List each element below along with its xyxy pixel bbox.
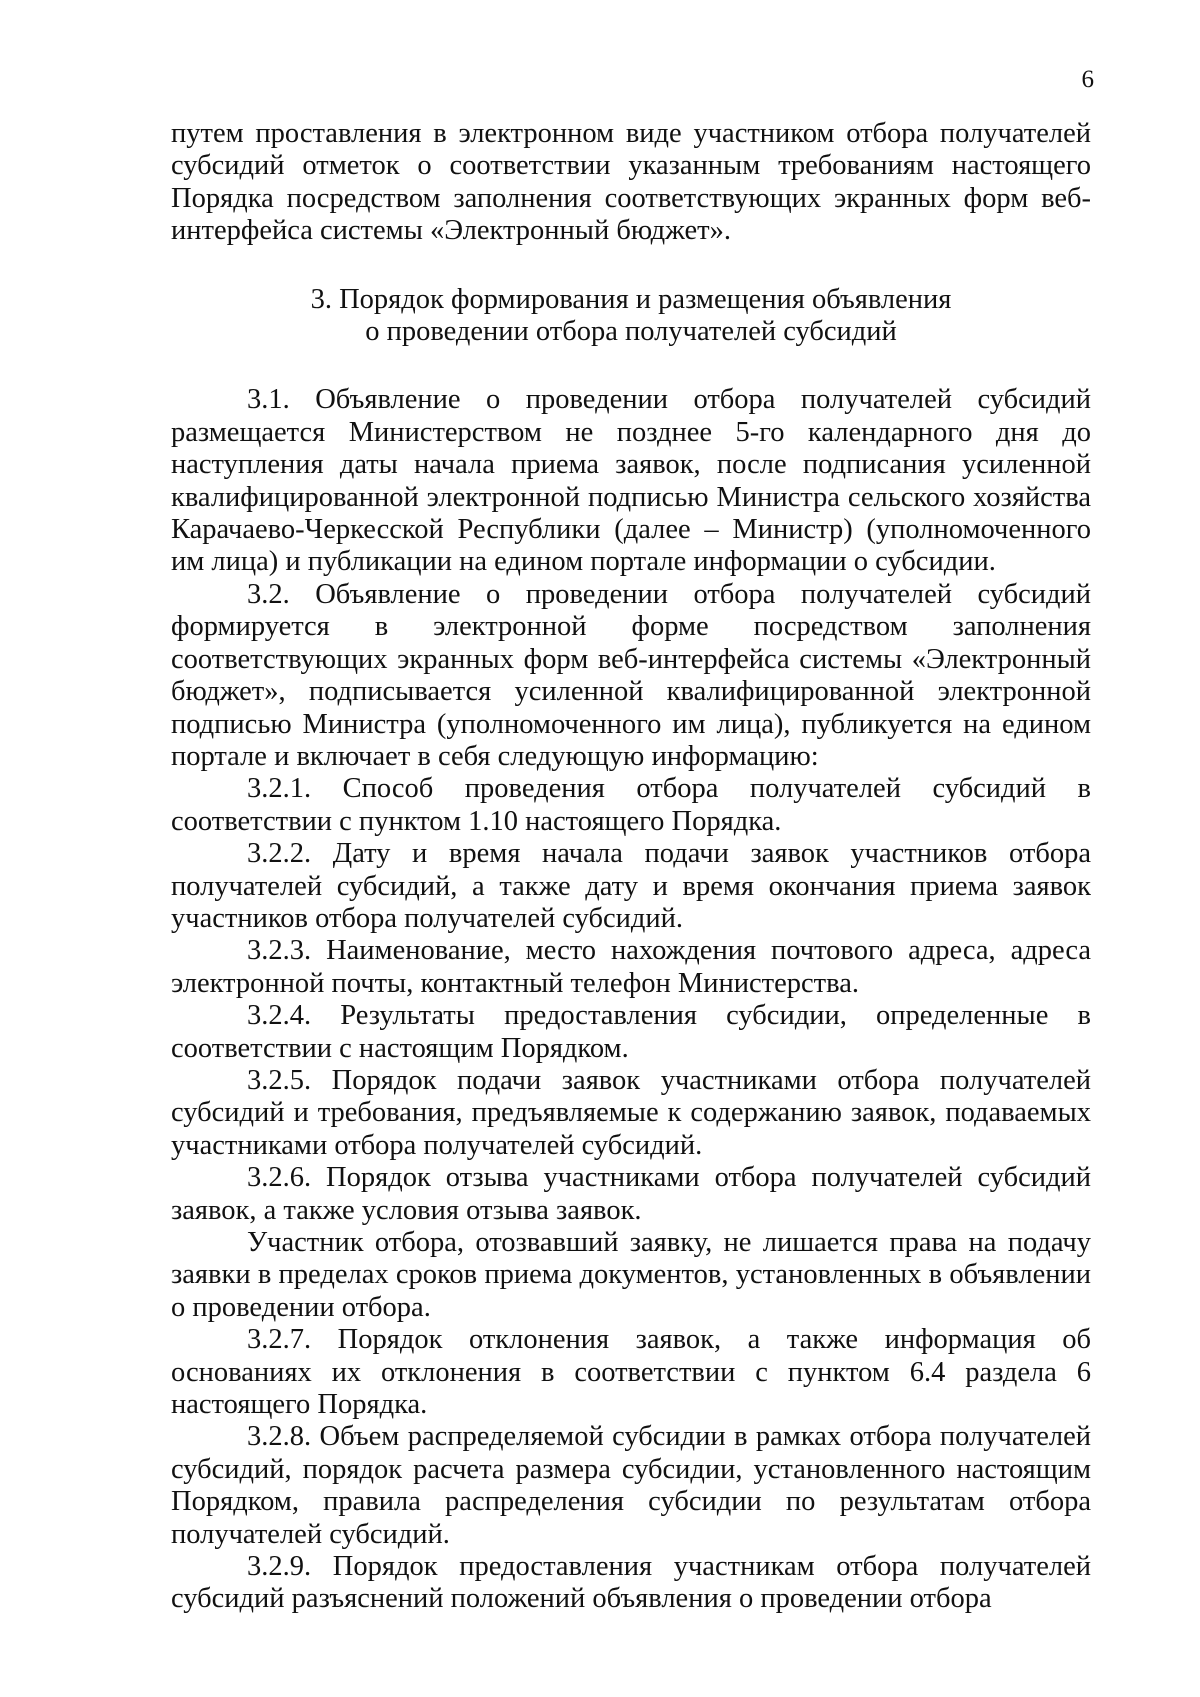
paragraph-3-2-4: 3.2.4. Результаты предоставления субсидии, определенные в соответствии с настоящим Порядком. bbox=[171, 1000, 1091, 1064]
paragraph-3-2-1: 3.2.1. Способ проведения отбора получателей субсидий в соответствии с пунктом 1.10 настоящего Порядка. bbox=[171, 773, 1091, 837]
paragraph-withdrawal-note: Участник отбора, отозвавший заявку, не лишается права на подачу заявки в пределах сроков приема документов, установленных в объявлении о проведении отбора. bbox=[171, 1227, 1091, 1323]
paragraph-3-1: 3.1. Объявление о проведении отбора получателей субсидий размещается Министерством не позднее 5-го календарного дня до наступления даты начала приема заявок, после подписания усиленной квалифицированной электронной подписью Министра сельского хозяйства Карачаево-Черкесской Республики (далее – Министр) (уполномоченного им лица) и публикации на едином портале информации о субсидии. bbox=[171, 384, 1091, 578]
paragraph-3-2: 3.2. Объявление о проведении отбора получателей субсидий формируется в электронной форме посредством заполнения соответствующих экранных форм веб-интерфейса системы «Электронный бюджет», подписывается усиленной квалифицированной электронной подписью Министра (уполномоченного им лица), публикуется на едином портале и включает в себя следующую информацию: bbox=[171, 578, 1091, 772]
section-heading-line-1: 3. Порядок формирования и размещения объявления bbox=[310, 283, 952, 315]
section-heading-line-2: о проведении отбора получателей субсидий bbox=[365, 316, 897, 348]
document-body bbox=[171, 118, 1091, 1616]
paragraph-3-2-8: 3.2.8. Объем распределяемой субсидии в рамках отбора получателей субсидий, порядок расчета размера субсидии, установленного настоящим Порядком, правила распределения субсидии по результатам отбора получателей субсидий. bbox=[171, 1421, 1091, 1550]
paragraph-3-2-5: 3.2.5. Порядок подачи заявок участниками отбора получателей субсидий и требования, предъявляемые к содержанию заявок, подаваемых участниками отбора получателей субсидий. bbox=[171, 1064, 1091, 1161]
paragraph-3-2-3: 3.2.3. Наименование, место нахождения почтового адреса, адреса электронной почты, контактный телефон Министерства. bbox=[171, 935, 1091, 999]
paragraph-3-2-9: 3.2.9. Порядок предоставления участникам отбора получателей субсидий разъяснений положений объявления о проведении отбора bbox=[171, 1551, 1091, 1615]
page-number: 6 bbox=[1081, 66, 1094, 93]
intro-paragraph: путем проставления в электронном виде участником отбора получателей субсидий отметок о соответствии указанным требованиям настоящего Порядка посредством заполнения соответствующих экранных форм веб-интерфейса системы «Электронный бюджет». bbox=[171, 118, 1091, 247]
paragraph-3-2-2: 3.2.2. Дату и время начала подачи заявок участников отбора получателей субсидий, а также дату и время окончания приема заявок участников отбора получателей субсидий. bbox=[171, 838, 1091, 934]
paragraph-3-2-7: 3.2.7. Порядок отклонения заявок, а также информация об основаниях их отклонения в соответствии с пунктом 6.4 раздела 6 настоящего Порядка. bbox=[171, 1324, 1091, 1421]
paragraph-3-2-6: 3.2.6. Порядок отзыва участниками отбора получателей субсидий заявок, а также условия отзыва заявок. bbox=[171, 1162, 1091, 1226]
section-heading bbox=[171, 284, 1091, 349]
